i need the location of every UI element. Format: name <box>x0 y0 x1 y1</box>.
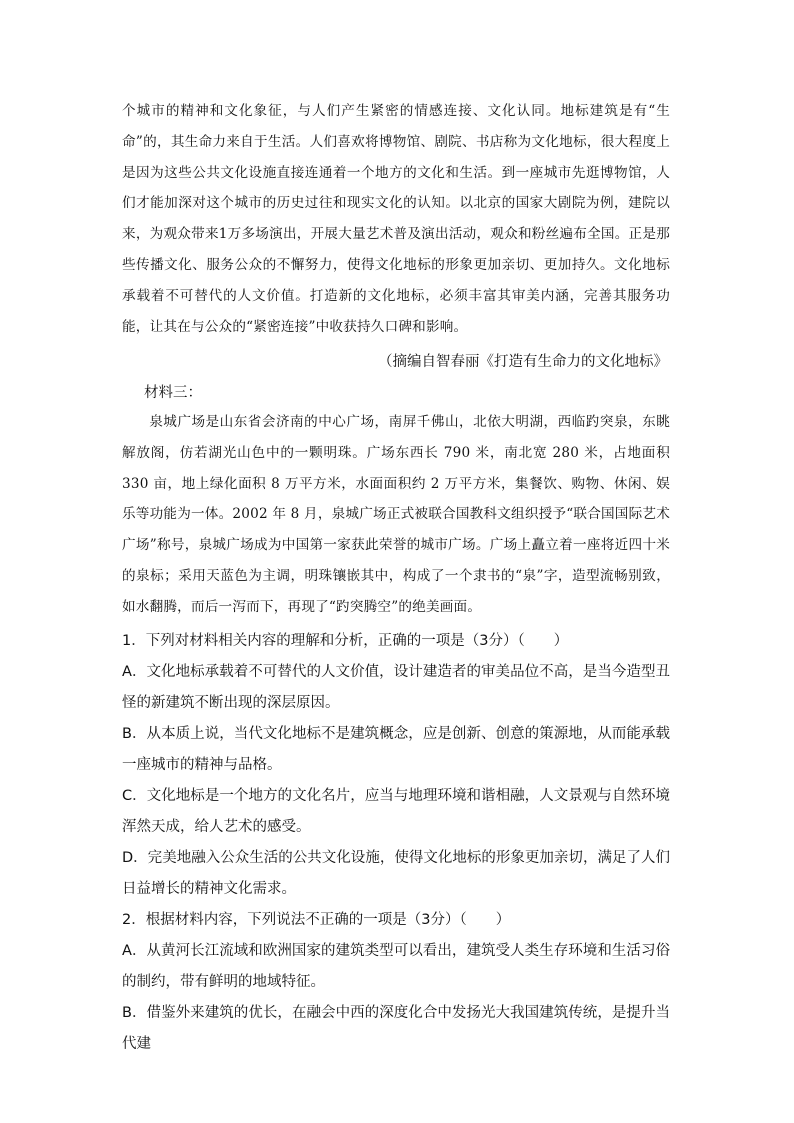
material-two-source: （摘编自智春丽《打造有生命力的文化地标》 <box>378 354 668 370</box>
material-three-label: 材料三： <box>144 385 202 401</box>
question-2-stem: 2．根据材料内容，下列说法不正确的一项是（3分）（ ） <box>122 912 511 928</box>
question-2-option-a: A．从黄河长江流域和欧洲国家的建筑类型可以看出，建筑受人类生存环境和生活习俗的制约，带有鲜明的地域特征。 <box>122 943 670 990</box>
material-two-passage <box>122 96 670 342</box>
material-three-passage <box>122 407 670 623</box>
question-1-option-a: A．文化地标承载着不可替代的人文价值，设计建造者的审美品位不高，是当今造型丑怪的新建筑不断出现的深层原因。 <box>122 664 670 711</box>
question-1-option-c: C．文化地标是一个地方的文化名片，应当与地理环境和谐相融，人文景观与自然环境浑然天成，给人艺术的感受。 <box>122 788 670 835</box>
question-1-option-d: D．完美地融入公众生活的公共文化设施，使得文化地标的形象更加亲切，满足了人们日益增长的精神文化需求。 <box>122 850 670 897</box>
question-1-stem: 1．下列对材料相关内容的理解和分析，正确的一项是（3分）（ ） <box>122 633 569 649</box>
questions-section <box>122 626 670 1060</box>
question-1-option-b: B．从本质上说，当代文化地标不是建筑概念，应是创新、创意的策源地，从而能承载一座城市的精神与品格。 <box>122 726 670 773</box>
question-2-option-b: B．借鉴外来建筑的优长，在融会中西的深度化合中发扬光大我国建筑传统，是提升当代建 <box>122 1005 670 1052</box>
material-three-paragraph: 泉城广场是山东省会济南的中心广场，南屏千佛山，北依大明湖，西临趵突泉，东眺解放阁，仿若湖光山色中的一颗明珠。广场东西长 790 米，南北宽 280 米，占地面积 330 亩，地上绿化面积 8 万平方米，水面面积约 2 万平方米，集餐饮、购物、休闲、娱乐等功能为一体。2002 年 8 月，泉城广场正式被联合国教科文组织授予“联合国国际艺术广场”称号，泉城广场成为中国第一家获此荣誉的城市广场。广场上矗立着一座将近四十米的泉标；采用天蓝色为主调，明珠镶嵌其中，构成了一个隶书的“泉”字，造型流畅别致，如水翻腾，而后一泻而下，再现了“趵突腾空”的绝美画面。 <box>122 414 670 615</box>
material-two-paragraph: 个城市的精神和文化象征，与人们产生紧密的情感连接、文化认同。地标建筑是有“生命”的，其生命力来自于生活。人们喜欢将博物馆、剧院、书店称为文化地标，很大程度上是因为这些公共文化设施直接连通着一个地方的文化和生活。到一座城市先逛博物馆，人们才能加深对这个城市的历史过往和现实文化的认知。以北京的国家大剧院为例，建院以来，为观众带来1万多场演出，开展大量艺术普及演出活动，观众和粉丝遍布全国。正是那些传播文化、服务公众的不懈努力，使得文化地标的形象更加亲切、更加持久。文化地标承载着不可替代的人文价值。打造新的文化地标，必须丰富其审美内涵，完善其服务功能，让其在与公众的“紧密连接”中收获持久口碑和影响。 <box>122 103 670 335</box>
